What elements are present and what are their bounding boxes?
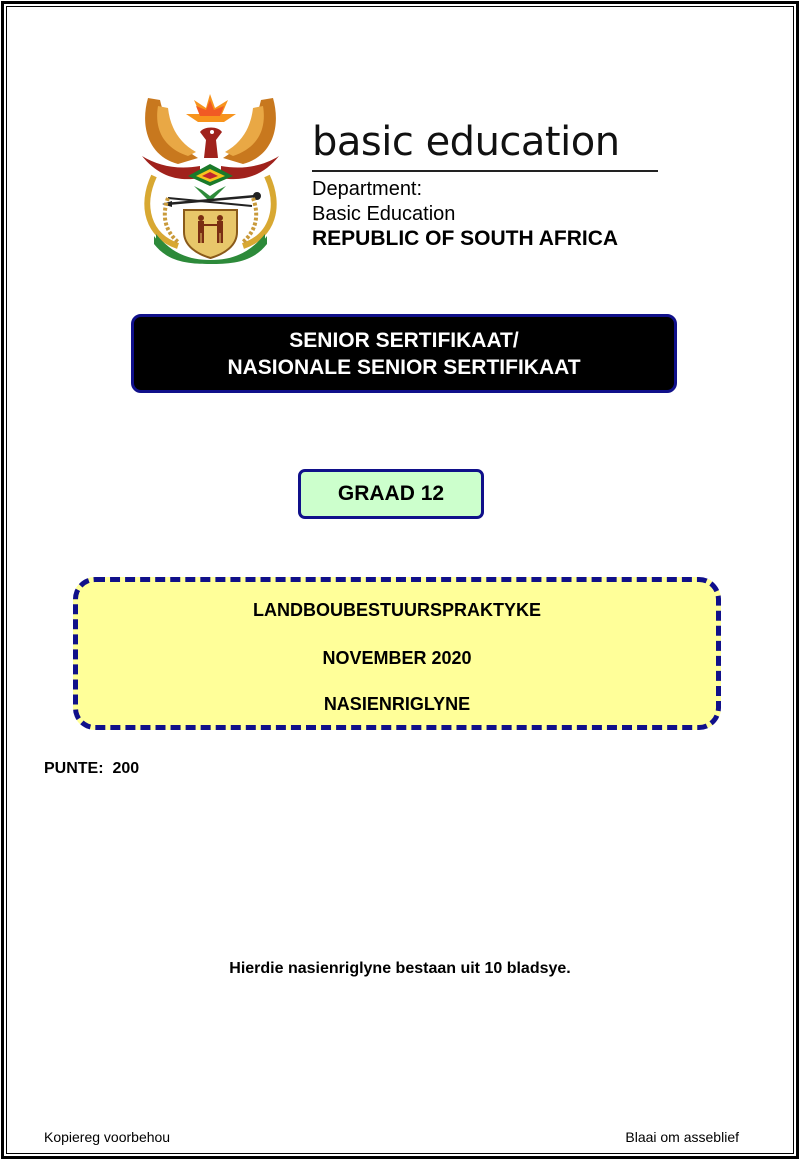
brand-divider bbox=[312, 170, 658, 172]
footer-copyright: Kopiereg voorbehou bbox=[44, 1129, 171, 1145]
grade-label: GRAAD 12 bbox=[337, 482, 445, 505]
document-type: NASIENRIGLYNE bbox=[323, 694, 471, 714]
brand-title: basic education bbox=[312, 119, 620, 165]
grade-badge bbox=[298, 469, 484, 519]
exam-session: NOVEMBER 2020 bbox=[322, 648, 472, 668]
certificate-banner bbox=[131, 314, 677, 393]
department-name: Basic Education bbox=[312, 203, 456, 225]
subject-panel bbox=[73, 577, 721, 730]
coat-of-arms-icon bbox=[138, 86, 283, 264]
certificate-line-2: NASIONALE SENIOR SERTIFIKAAT bbox=[227, 355, 581, 379]
footer-turn-page: Blaai om asseblief bbox=[625, 1129, 739, 1145]
page-count-note: Hierdie nasienriglyne bestaan uit 10 bladsye. bbox=[229, 960, 571, 977]
certificate-line-1: SENIOR SERTIFIKAAT/ bbox=[289, 328, 519, 352]
header bbox=[138, 86, 668, 266]
subject-title: LANDBOUBESTUURSPRAKTYKE bbox=[252, 600, 541, 620]
department-label: Department: bbox=[312, 178, 423, 200]
country-name: REPUBLIC OF SOUTH AFRICA bbox=[312, 227, 619, 250]
total-marks: PUNTE: 200 bbox=[44, 760, 140, 777]
